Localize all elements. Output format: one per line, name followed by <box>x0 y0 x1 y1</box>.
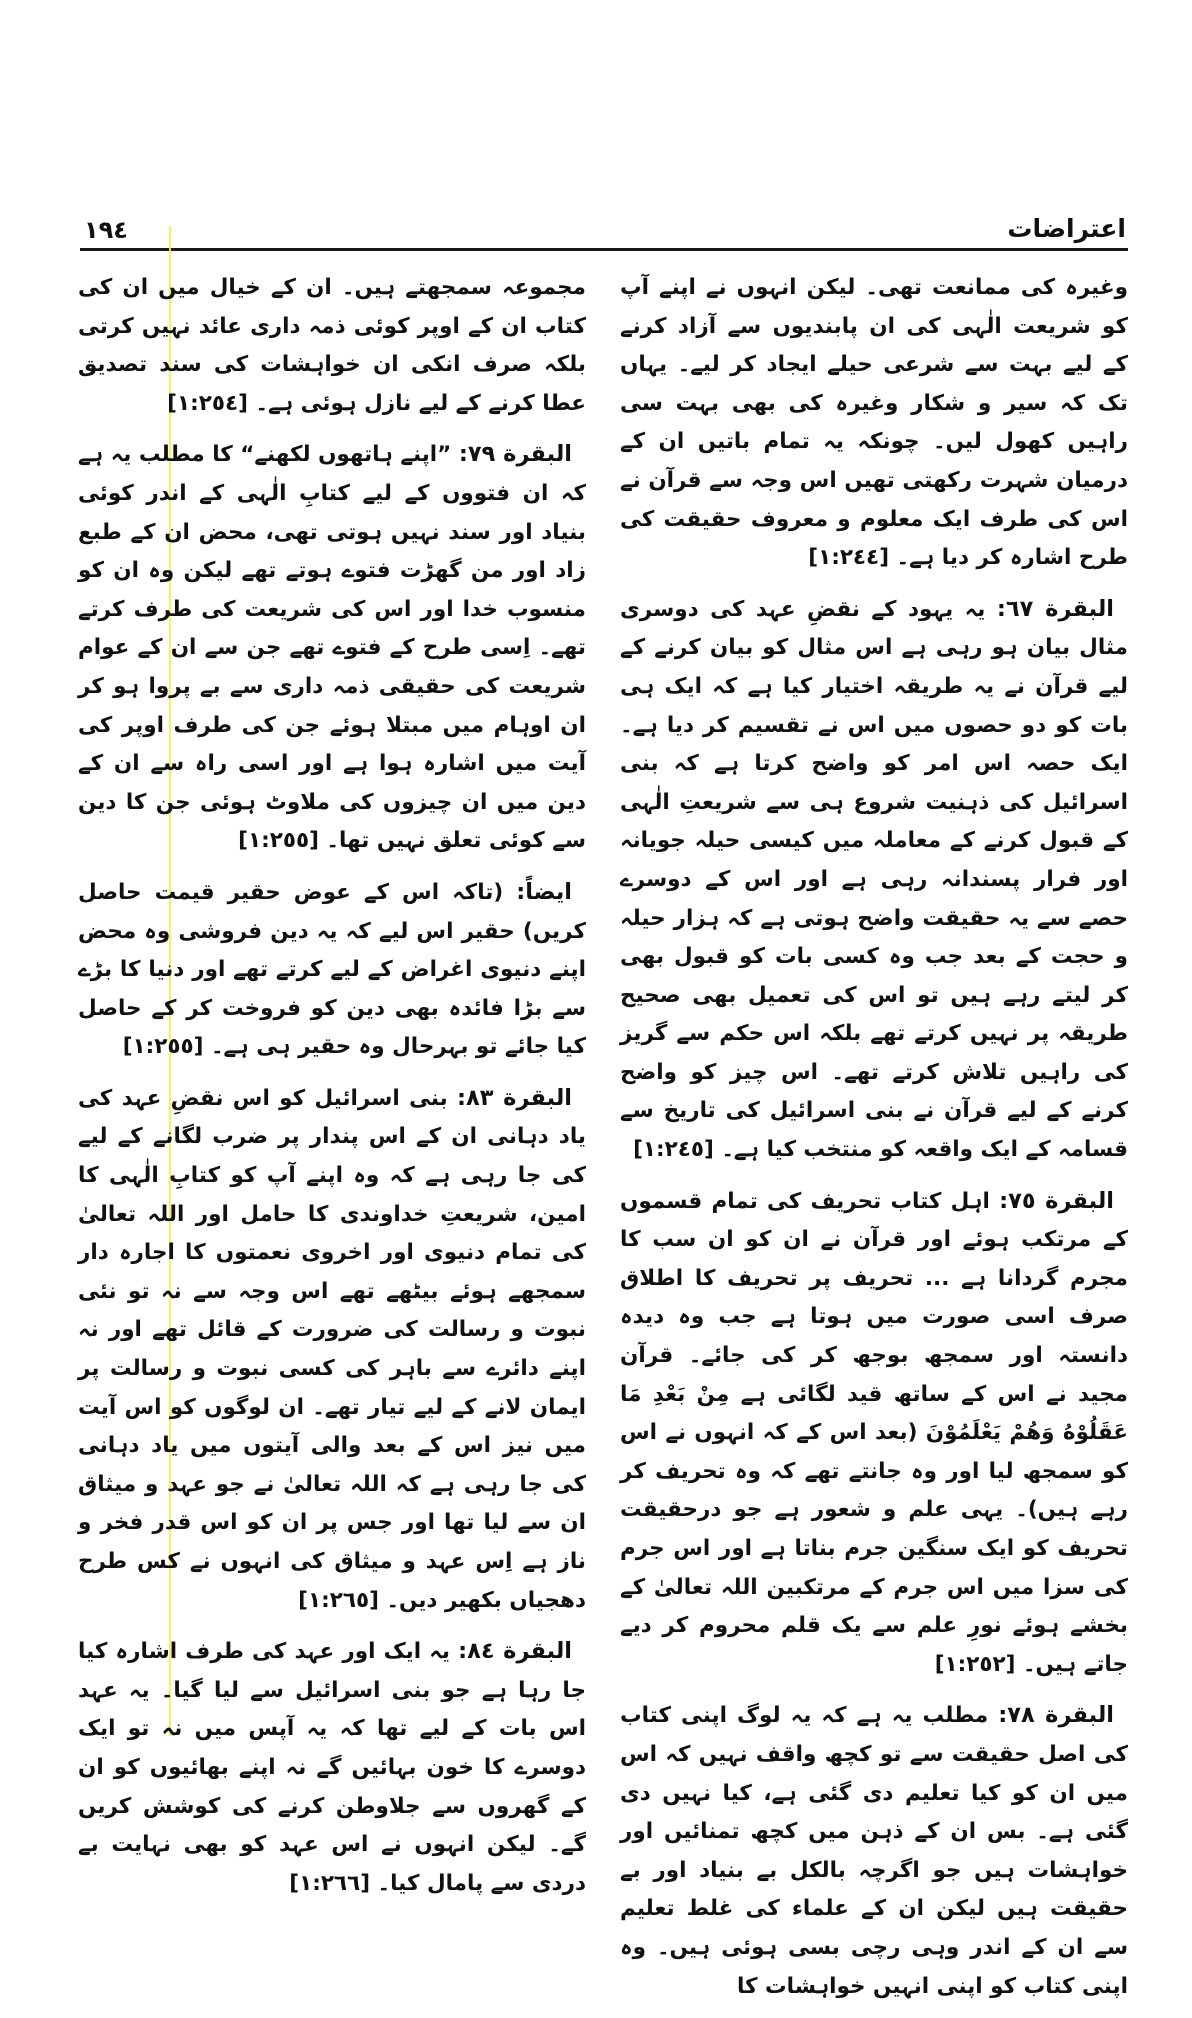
citation-ref: [١:٢٦٥] <box>298 1587 379 1613</box>
paragraph-text: اہل کتاب تحریف کی تمام قسموں کے مرتکب ہوئے اور قرآن نے ان کو ان سب کا مجرم گردانا ہے ... تحریف پر تحریف کا اطلاق صرف اسی صورت میں ہوتا ہے جب وہ دیدہ دانستہ اور سمجھ بوجھ کر کی جائے۔ قرآن مجید نے اس کے ساتھ قید لگائی ہے مِنْ بَعْدِ مَا عَقَلُوْهُ وَهُمْ يَعْلَمُوْنَ (بعد اس کے کہ انہوں نے اس کو سمجھ لیا اور وہ جانتے تھے کہ وہ تحریف کر رہے ہیں)۔ یہی علم و شعور ہے جو درحقیقت تحریف کو ایک سنگین جرم بناتا ہے اور اس جرم کی سزا میں اس جرم کے مرتکبین اللہ تعالیٰ کے بخشے ہوئے نورِ علم سے یک قلم محروم کر دیے جاتے ہیں۔ <box>620 1188 1128 1677</box>
verse-heading: البقرة ٨٣: <box>457 1084 572 1111</box>
verse-heading: البقرة ٧٩: <box>458 441 572 468</box>
verse-heading: البقرة ٦٧: <box>996 595 1114 622</box>
verse-heading: ایضاً: <box>516 878 572 905</box>
paragraph-text: مجموعہ سمجھتے ہیں۔ ان کے خیال میں ان کی کتاب ان کے اوپر کوئی ذمہ داری عائد نہیں کرتی بلکہ صرف انکی ان خواہشات کی سند تصدیق عطا کرنے کے لیے نازل ہوئی ہے۔ <box>78 275 586 416</box>
citation-ref: [١:٢٥٤] <box>167 390 248 416</box>
paragraph-text: مطلب یہ ہے کہ یہ لوگ اپنی کتاب کی اصل حقیقت سے تو کچھ واقف نہیں کہ اس میں ان کو کیا تعلیم دی گئی ہے، کیا نہیں دی گئی ہے۔ بس ان کے ذہن میں کچھ تمنائیں اور خواہشات ہیں جو اگرچہ بالکل بے بنیاد اور بے حقیقت ہیں لیکن ان کے علماء کی غلط تعلیم سے ان کے اندر وہی رچی بسی ہوئی ہیں۔ وہ اپنی کتاب کو اپنی انہیں خواہشات کا <box>620 1703 1128 1999</box>
paragraph <box>78 435 586 861</box>
paragraph-text: یہ ایک اور عہد کی طرف اشارہ کیا جا رہا ہے جو بنی اسرائیل سے لیا گیا۔ یہ عہد اس بات کے لیے تھا کہ یہ آپس میں نہ تو ایک دوسرے کا خون بہائیں گے نہ اپنے بھائیوں کو ان کے گھروں سے جلاوطن کرنے کی کوشش کریں گے۔ لیکن انہوں نے اس عہد کو بھی نہایت بے دردی سے پامال کیا۔ <box>78 1639 586 1896</box>
citation-ref: [١:٢٤٤] <box>808 545 890 571</box>
paragraph-text: بنی اسرائیل کو اس نقضِ عہد کی یاد دہانی ان کے اس پندار پر ضرب لگانے کے لیے کی جا رہی ہے کہ وہ اپنے آپ کو کتابِ الٰہی کا امین، شریعتِ خداوندی کا حامل اور اللہ تعالیٰ کی تمام دنیوی اور اخروی نعمتوں کا اجارہ دار سمجھے ہوئے بیٹھے تھے اس وجہ سے نہ تو نئی نبوت و رسالت کی ضرورت کے قائل تھے اور نہ اپنے دائرے سے باہر کی کسی نبوت و رسالت پر ایمان لانے کے لیے تیار تھے۔ ان لوگوں کو اس آیت میں نیز اس کے بعد والی آیتوں میں یاد دہانی کی جا رہی ہے کہ اللہ تعالیٰ نے جو عہد و میثاق ان سے لیا تھا اور جس پر ان کو اس قدر فخر و ناز ہے اِس عہد و میثاق کی انہوں نے کس طرح دھجیاں بکھیر دیں۔ <box>78 1085 586 1613</box>
paragraph <box>620 590 1128 1170</box>
verse-heading: البقرة ٧٥: <box>999 1187 1114 1214</box>
page-number: ١٩٤ <box>84 216 128 244</box>
left-column <box>78 268 586 1915</box>
paragraph <box>78 1632 586 1903</box>
running-title: اعتراضات <box>1007 214 1126 243</box>
citation-ref: [١:٢٥٢] <box>934 1651 1016 1677</box>
verse-heading: البقرة ٧٨: <box>998 1702 1114 1729</box>
paragraph <box>620 1696 1128 2006</box>
paragraph <box>78 873 586 1067</box>
paragraph-text: وغیرہ کی ممانعت تھی۔ لیکن انہوں نے اپنے آپ کو شریعت الٰہی کی ان پابندیوں سے آزاد کرنے کے لیے بہت سے شرعی حیلے ایجاد کر لیے۔ یہاں تک کہ سیر و شکار وغیرہ کی بھی بہت سی راہیں کھول لیں۔ چونکہ یہ تمام باتیں ان کے درمیان شہرت رکھتی تھیں اس وجہ سے قرآن نے اس کی طرف ایک معلوم و معروف حقیقت کی طرح اشارہ کر دیا ہے۔ <box>620 275 1128 571</box>
paragraph <box>620 268 1128 578</box>
paragraph-text: ”اپنے ہاتھوں لکھنے“ کا مطلب یہ ہے کہ ان فتووں کے لیے کتابِ الٰہی کے اندر کوئی بنیاد اور سند نہیں ہوتی تھی، محض ان کے طبع زاد اور من گھڑت فتوے ہوتے تھے لیکن وہ ان کو منسوب خدا اور اس کی شریعت کی طرف کرتے تھے۔ اِسی طرح کے فتوے تھے جن سے ان کے عوام شریعت کی حقیقی ذمہ داری سے بے پروا ہو کر ان اوہام میں مبتلا ہوئے جن کی طرف اوپر کی آیت میں اشارہ ہوا ہے اور اسی راہ سے ان کے دین میں ان چیزوں کی ملاوٹ ہوئی جن کا دین سے کوئی تعلق نہیں تھا۔ <box>78 442 586 854</box>
paragraph <box>78 1079 586 1620</box>
citation-ref: [١:٢٤٥] <box>633 1137 714 1163</box>
right-column <box>620 268 1128 2018</box>
verse-heading: البقرة ٨٤: <box>458 1638 572 1665</box>
paragraph <box>620 1182 1128 1685</box>
citation-ref: [١:٢٥٥] <box>238 828 319 854</box>
paragraph-text: (تاکہ اس کے عوض حقیر قیمت حاصل کریں) حقیر اس لیے کہ یہ دین فروشی وہ محض اپنے دنیوی اغراض کے لیے کرتے تھے اور دنیا کا بڑے سے بڑا فائدہ بھی دین کو فروخت کر کے حاصل کیا جائے تو بہرحال وہ حقیر ہی ہے۔ <box>78 879 586 1060</box>
page-header <box>80 212 1128 251</box>
paragraph <box>78 268 586 423</box>
paragraph-text: یہ یہود کے نقضِ عہد کی دوسری مثال بیان ہو رہی ہے اس مثال کو بیان کرنے کے لیے قرآن نے یہ طریقہ اختیار کیا ہے کہ ایک ہی بات کو دو حصوں میں اس نے تقسیم کر دیا ہے۔ ایک حصہ اس امر کو واضح کرتا ہے کہ بنی اسرائیل کی ذہنیت شروع ہی سے شریعتِ الٰہی کے قبول کرنے کے معاملہ میں کیسی حیلہ جویانہ اور فرار پسندانہ رہی ہے اور اس کے دوسرے حصے سے یہ حقیقت واضح ہوتی ہے کہ ہزار حیلہ و حجت کے بعد جب وہ کسی بات کو قبول بھی کر لیتے رہے ہیں تو اس کی تعمیل بھی صحیح طریقہ پر نہیں کرتے تھے بلکہ اس حکم سے گریز کی راہیں تلاش کرتے تھے۔ اس چیز کو واضح کرنے کے لیے قرآن نے بنی اسرائیل کی تاریخ سے قسامہ کے ایک واقعہ کو منتخب کیا ہے۔ <box>620 596 1128 1163</box>
citation-ref: [١:٢٥٥] <box>122 1034 204 1060</box>
citation-ref: [١:٢٦٦] <box>289 1870 371 1896</box>
